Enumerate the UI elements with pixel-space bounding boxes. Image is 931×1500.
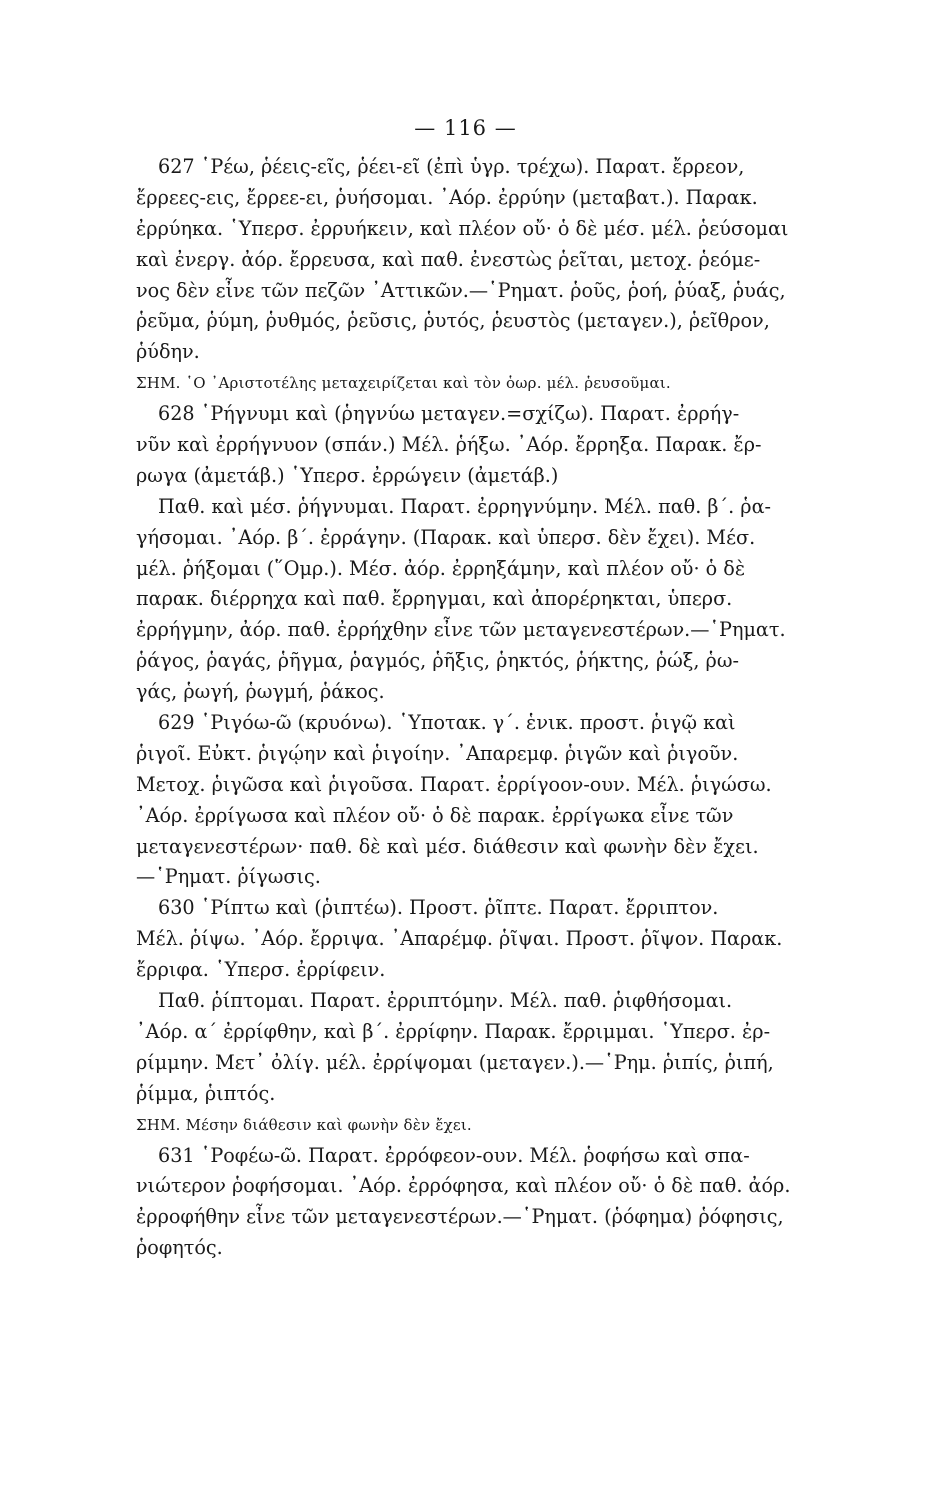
text-line: ΣΗΜ. ῾Ο ᾽Αριστοτέλης μεταχειρίζεται καὶ τὸν ὁωρ. μέλ. ῥευσοῦμαι.	[136, 374, 671, 393]
text-line: ῥίμμα, ῥιπτός.	[136, 1081, 276, 1105]
text-line: —῾Ρηματ. ῥίγωσις.	[136, 865, 321, 889]
text-line: παρακ. διέρρηχα καὶ παθ. ἔρρηγμαι, καὶ ἀπορέρηκται, ὑπερσ.	[136, 587, 733, 611]
text-line: Μέλ. ῥίψω. ᾽Αόρ. ἔρριψα. ᾽Απαρέμφ. ῥῖψαι. Προστ. ῥῖψον. Παρακ.	[136, 927, 783, 951]
text-line: ῥύδην.	[136, 340, 200, 364]
text-line: γήσομαι. ᾽Αόρ. β΄. ἐρράγην. (Παρακ. καὶ ὑπερσ. δὲν ἔχει). Μέσ.	[136, 525, 756, 549]
text-line: ῥεῦμα, ῥύμη, ῥυθμός, ῥεῦσις, ῥυτός, ῥευστὸς (μεταγεν.), ῥεῖθρον,	[136, 309, 770, 333]
text-line: Μετοχ. ῥιγῶσα καὶ ῥιγοῦσα. Παρατ. ἐρρίγοον-ουν. Μέλ. ῥιγώσω.	[136, 772, 772, 796]
text-line: 631 ῾Ροφέω-ῶ. Παρατ. ἐρρόφεον-ουν. Μέλ. ῥοφήσω καὶ σπα-	[158, 1143, 750, 1167]
text-line: νῦν καὶ ἐρρήγνυον (σπάν.) Μέλ. ῥήξω. ᾽Αόρ. ἔρρηξα. Παρακ. ἔρ-	[136, 433, 762, 457]
text-line: ἐρρύηκα. ῾Υπερσ. ἐρρυήκειν, καὶ πλέον οὔ· ὁ δὲ μέσ. μέλ. ῥεύσομαι	[136, 216, 789, 240]
text-line: καὶ ἐνεργ. ἀόρ. ἔρρευσα, καὶ παθ. ἐνεστὼς ῥεῖται, μετοχ. ῥεόμε-	[136, 247, 761, 271]
text-line: νος δὲν εἶνε τῶν πεζῶν ᾽Αττικῶν.—῾Ρηματ. ῥοῦς, ῥοή, ῥύαξ, ῥυάς,	[136, 278, 786, 302]
text-line: 630 ῾Ρίπτω καὶ (ῥιπτέω). Προστ. ῥῖπτε. Παρατ. ἔρριπτον.	[158, 896, 719, 920]
text-line: ΣΗΜ. Μέσην διάθεσιν καὶ φωνὴν δὲν ἔχει.	[136, 1115, 472, 1134]
text-line: μεταγενεστέρων· παθ. δὲ καὶ μέσ. διάθεσιν καὶ φωνὴν δὲν ἔχει.	[136, 834, 759, 858]
text-line: Παθ. καὶ μέσ. ῥήγνυμαι. Παρατ. ἐρρηγνύμην. Μέλ. παθ. β΄. ῥα-	[158, 494, 772, 518]
text-line: νιώτερον ῥοφήσομαι. ᾽Αόρ. ἐρρόφησα, καὶ πλέον οὔ· ὁ δὲ παθ. ἀόρ.	[136, 1174, 791, 1198]
text-line: ῥιγοῖ. Εὐκτ. ῥιγῴην καὶ ῥιγοίην. ᾽Απαρεμφ. ῥιγῶν καὶ ῥιγοῦν.	[136, 741, 739, 765]
text-line: ἔρριφα. ῾Υπερσ. ἐρρίφειν.	[136, 958, 386, 982]
page-body	[136, 152, 818, 1264]
text-line: ᾽Αόρ. α΄ ἐρρίφθην, καὶ β΄. ἐρρίφην. Παρακ. ἔρριμμαι. ῾Υπερσ. ἐρ-	[136, 1019, 771, 1043]
text-line: Παθ. ῥίπτομαι. Παρατ. ἐρριπτόμην. Μέλ. παθ. ῥιφθήσομαι.	[158, 989, 733, 1013]
text-line: ρωγα (ἀμετάβ.) ῾Υπερσ. ἐρρώγειν (ἀμετάβ.)	[136, 463, 559, 487]
text-line: ἔρρεες-εις, ἔρρεε-ει, ῥυήσομαι. ᾽Αόρ. ἐρρύην (μεταβατ.). Παρακ.	[136, 185, 758, 209]
text-line: γάς, ῥωγή, ῥωγμή, ῥάκος.	[136, 680, 385, 704]
text-line: ῥάγος, ῥαγάς, ῥῆγμα, ῥαγμός, ῥῆξις, ῥηκτός, ῥήκτης, ῥώξ, ῥω-	[136, 649, 739, 673]
text-line: μέλ. ῥήξομαι (῞Ομρ.). Μέσ. ἀόρ. ἐρρηξάμην, καὶ πλέον οὔ· ὁ δὲ	[136, 556, 746, 580]
text-line: 629 ῾Ριγόω-ῶ (κρυόνω). ῾Υποτακ. γ΄. ἑνικ. προστ. ῥιγῷ καὶ	[158, 711, 736, 735]
text-line: 628 ῾Ρήγνυμι καὶ (ῥηγνύω μεταγεν.=σχίζω). Παρατ. ἐρρήγ-	[158, 402, 740, 426]
text-line: ῥοφητός.	[136, 1236, 223, 1260]
text-line: 627 ῾Ρέω, ῥέεις-εῖς, ῥέει-εῖ (ἐπὶ ὑγρ. τρέχω). Παρατ. ἔρρεον,	[158, 155, 745, 178]
text-line: ἐρροφήθην εἶνε τῶν μεταγενεστέρων.—῾Ρηματ. (ῥόφημα) ῥόφησις,	[136, 1205, 784, 1229]
page-number: — 116 —	[414, 116, 517, 140]
text-line: ρίμμην. Μετ᾽ ὀλίγ. μέλ. ἐρρίψομαι (μεταγεν.).—῾Ρημ. ῥιπίς, ῥιπή,	[136, 1050, 774, 1074]
text-line: ἐρρήγμην, ἀόρ. παθ. ἐρρήχθην εἶνε τῶν μεταγενεστέρων.—῾Ρηματ.	[136, 618, 786, 642]
text-line: ᾽Αόρ. ἐρρίγωσα καὶ πλέον οὔ· ὁ δὲ παρακ. ἐρρίγωκα εἶνε τῶν	[136, 803, 734, 827]
